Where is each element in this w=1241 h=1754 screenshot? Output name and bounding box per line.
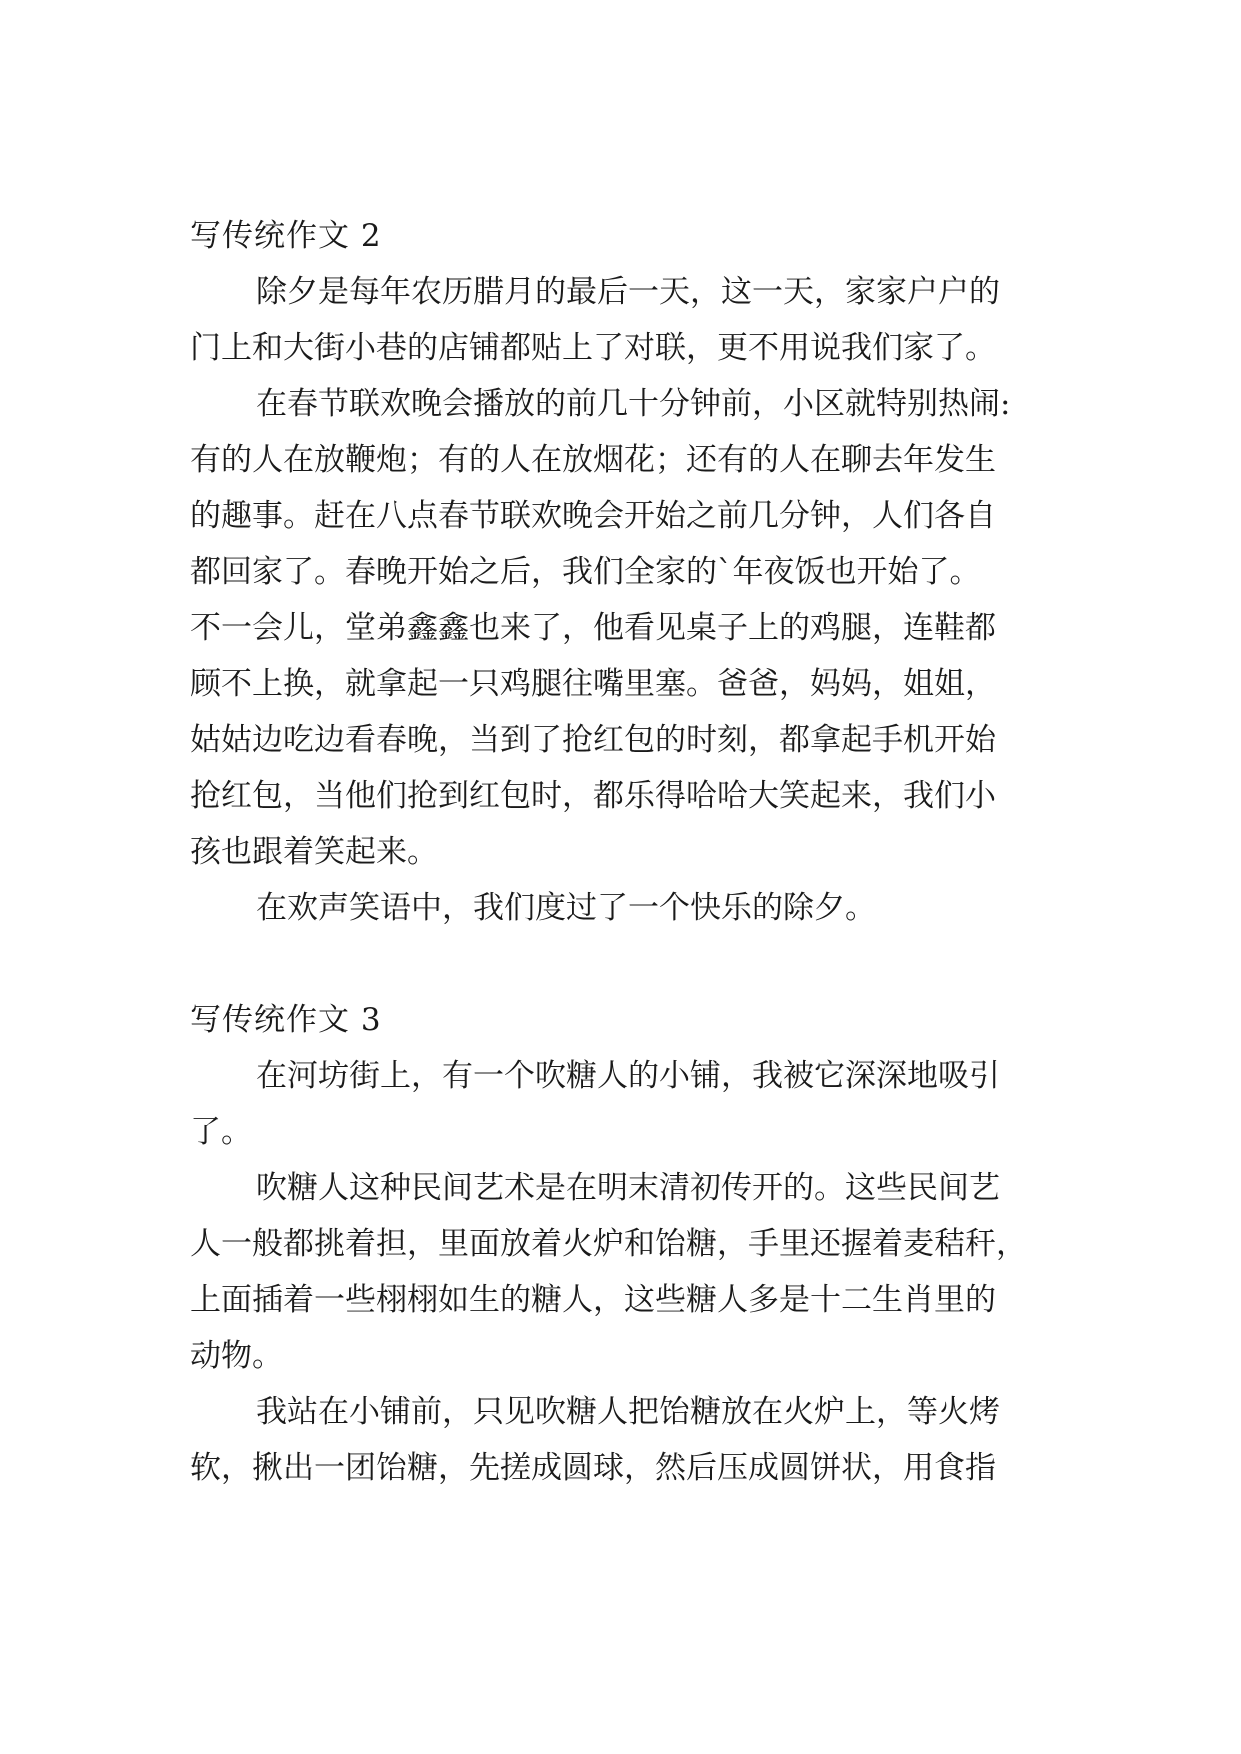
text-line: 顾不上换，就拿起一只鸡腿往嘴里塞。爸爸，妈妈，姐姐， — [190, 666, 996, 702]
text-line: 在欢声笑语中，我们度过了一个快乐的除夕。 — [256, 890, 876, 926]
text-line: 吹糖人这种民间艺术是在明末清初传开的。这些民间艺 — [256, 1170, 1000, 1206]
section-gap — [190, 936, 1060, 992]
text-line: 了。 — [190, 1114, 252, 1150]
essay-title: 写传统作文 3 — [190, 1002, 382, 1038]
text-line: 不一会儿，堂弟鑫鑫也来了，他看见桌子上的鸡腿，连鞋都 — [190, 610, 996, 646]
text-line: 动物。 — [190, 1338, 283, 1374]
text-line: 的趣事。赶在八点春节联欢晚会开始之前几分钟，人们各自 — [190, 498, 996, 534]
text-line: 人一般都挑着担，里面放着火炉和饴糖，手里还握着麦秸秆， — [190, 1226, 1027, 1262]
essay-3 — [190, 992, 1060, 1496]
text-line: 我站在小铺前，只见吹糖人把饴糖放在火炉上，等火烤 — [256, 1394, 1000, 1430]
text-line: 都回家了。春晚开始之后，我们全家的`年夜饭也开始了。 — [190, 554, 981, 590]
paragraph — [190, 1384, 1060, 1496]
text-line: 在河坊街上，有一个吹糖人的小铺，我被它深深地吸引 — [256, 1058, 1000, 1094]
text-line: 有的人在放鞭炮；有的人在放烟花；还有的人在聊去年发生 — [190, 442, 996, 478]
paragraph — [190, 264, 1060, 376]
text-line: 上面插着一些栩栩如生的糖人，这些糖人多是十二生肖里的 — [190, 1282, 996, 1318]
essay-title: 写传统作文 2 — [190, 218, 382, 254]
paragraph — [190, 1048, 1060, 1160]
text-line: 软，揪出一团饴糖，先搓成圆球，然后压成圆饼状，用食指 — [190, 1450, 996, 1486]
text-line: 姑姑边吃边看春晚，当到了抢红包的时刻，都拿起手机开始 — [190, 722, 996, 758]
paragraph — [190, 376, 1060, 880]
document-body — [190, 208, 1060, 1496]
paragraph — [190, 1160, 1060, 1384]
text-line: 抢红包，当他们抢到红包时，都乐得哈哈大笑起来，我们小 — [190, 778, 996, 814]
text-line: 孩也跟着笑起来。 — [190, 834, 438, 870]
paragraph — [190, 880, 1060, 936]
text-line: 除夕是每年农历腊月的最后一天，这一天，家家户户的 — [256, 274, 1000, 310]
text-line: 在春节联欢晚会播放的前几十分钟前，小区就特别热闹: — [256, 386, 1011, 422]
text-line: 门上和大街小巷的店铺都贴上了对联，更不用说我们家了。 — [190, 330, 996, 366]
essay-2 — [190, 208, 1060, 936]
